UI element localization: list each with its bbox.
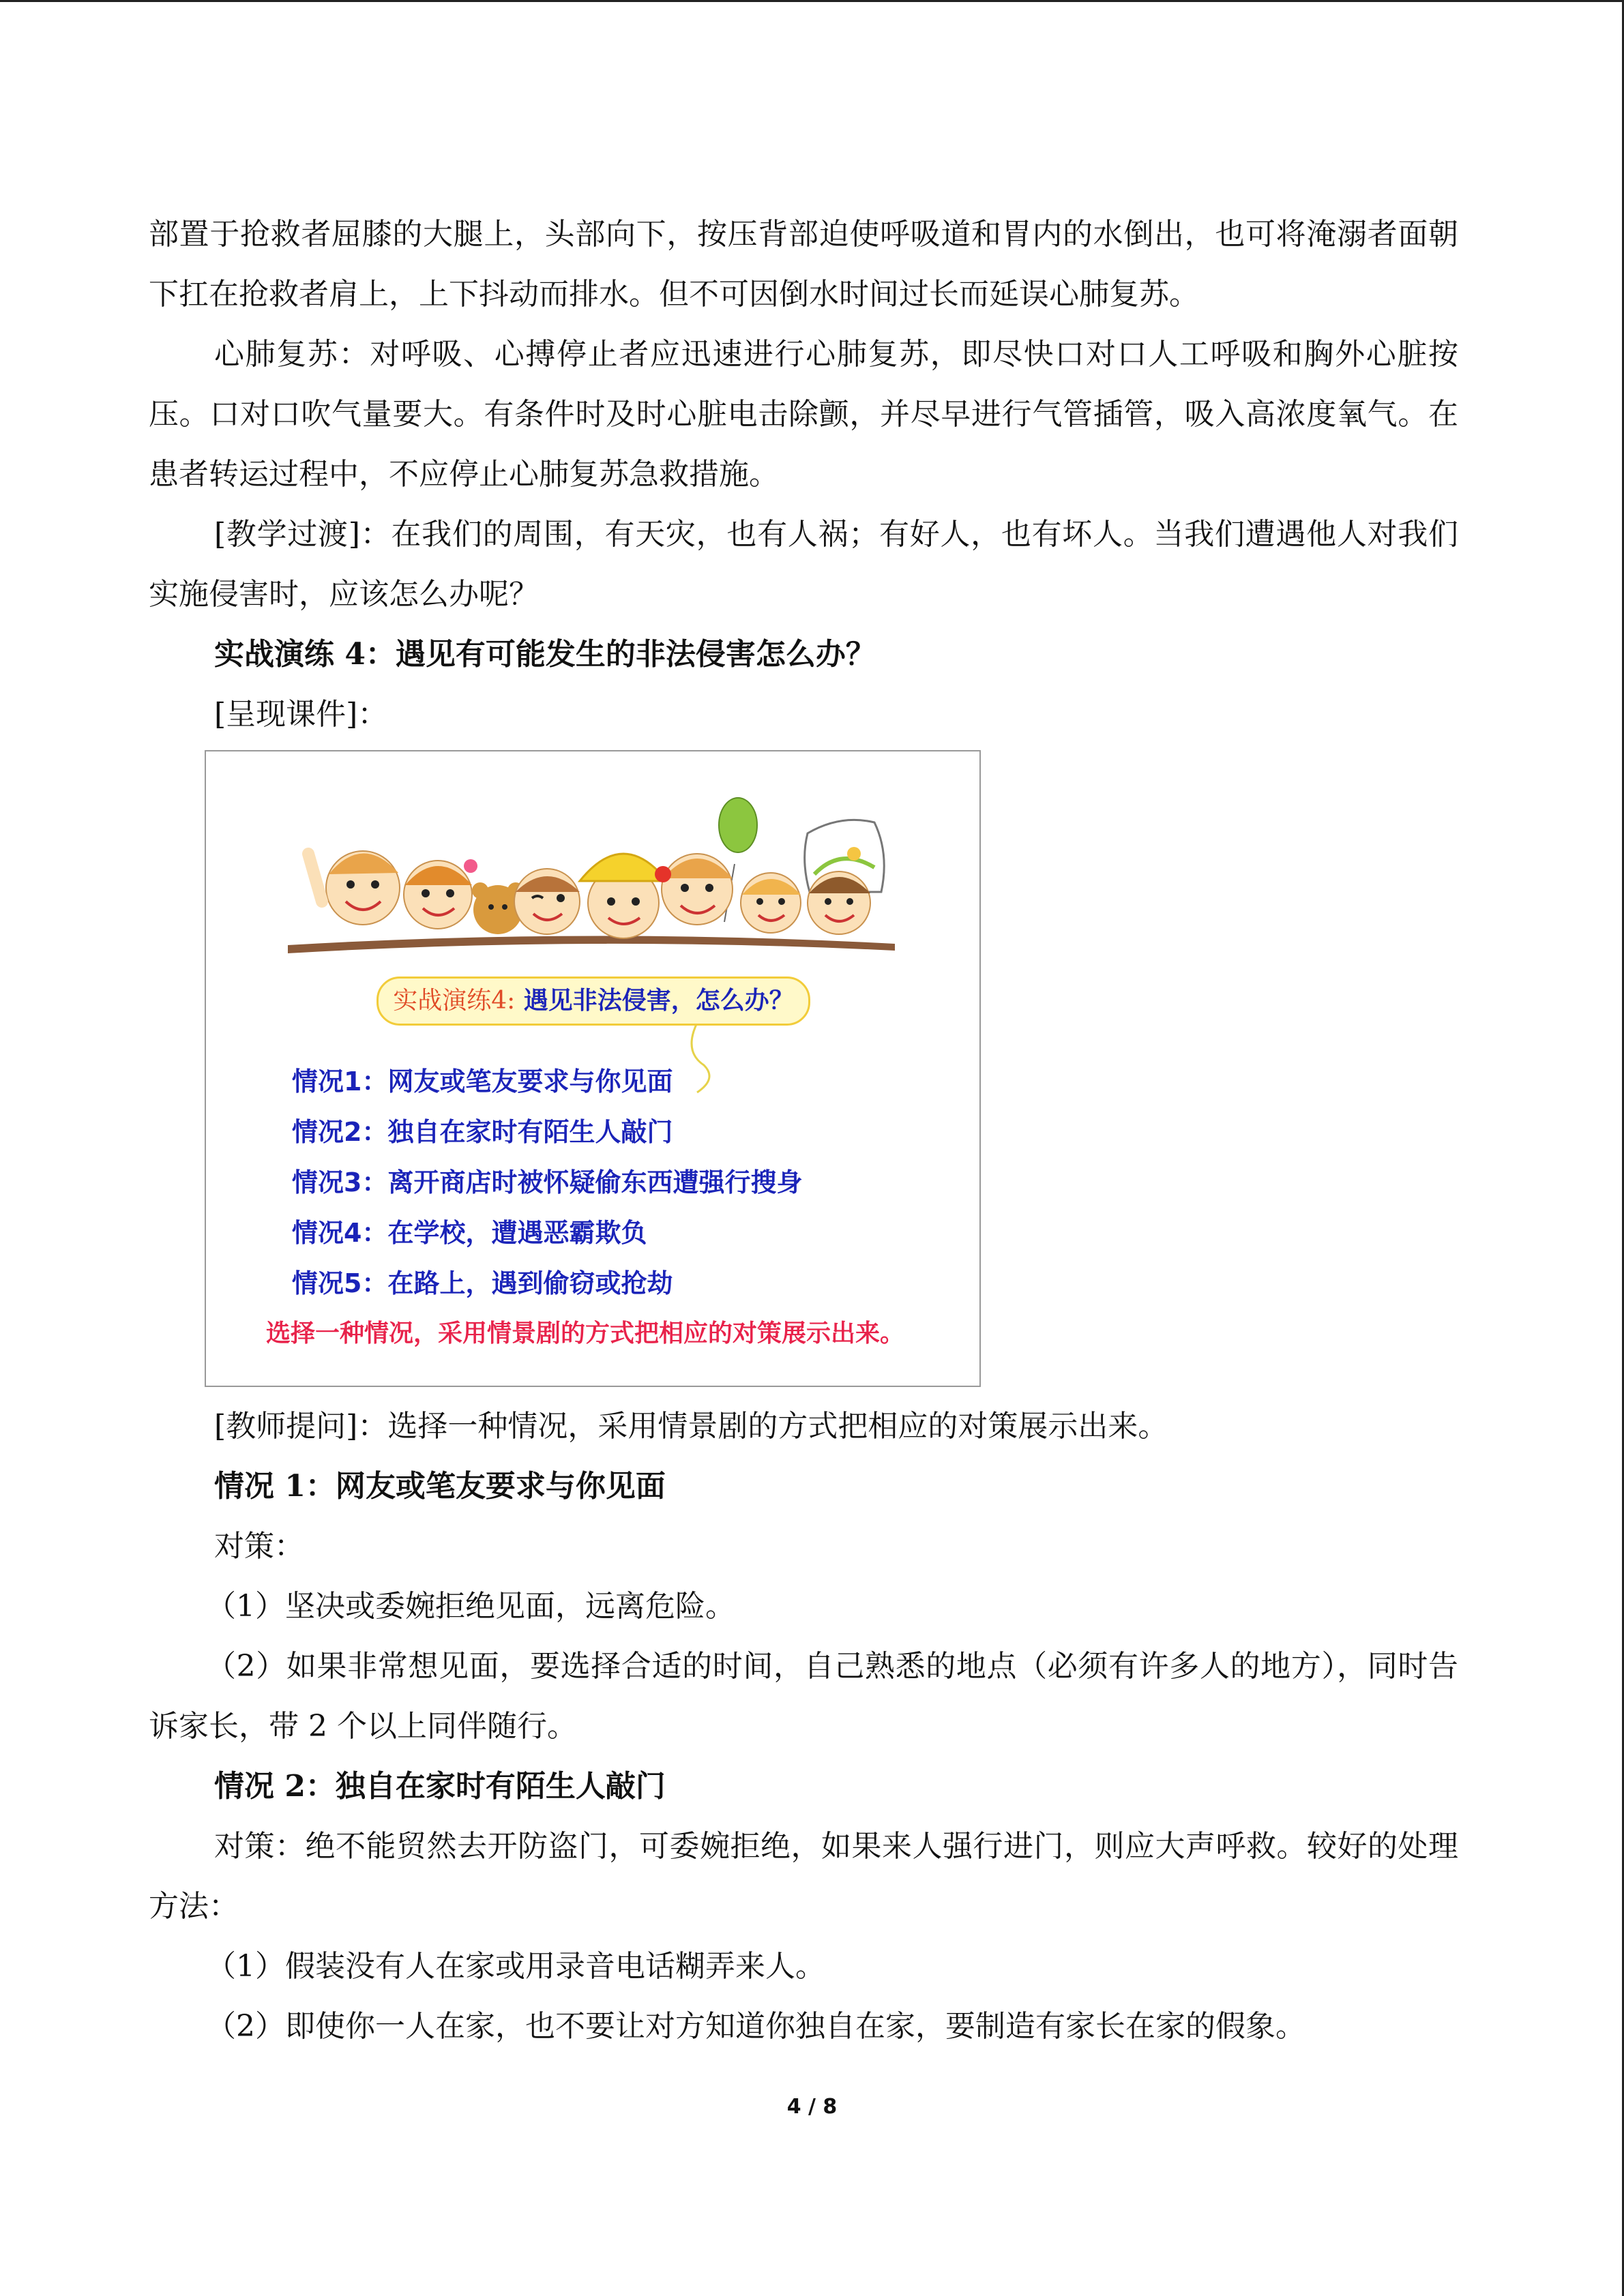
kid-face-5-icon	[655, 854, 733, 925]
paragraph-present-slides: [呈现课件]：	[214, 697, 388, 732]
heading-case-1: 情况 1：网友或笔友要求与你见面	[214, 1469, 666, 1504]
list-item-case1-2: （2）如果非常想见面，要选择合适的时间，自己熟悉的地点（必须有许多人的地方），同时告诉家长，带 2 个以上同伴随行。	[149, 1649, 1458, 1744]
kid-face-6-icon	[741, 873, 801, 933]
slide-case-2: 情况2：独自在家时有陌生人敲门	[292, 1117, 673, 1147]
slide-case-3: 情况3：离开商店时被怀疑偷东西遭强行搜身	[292, 1167, 803, 1197]
slide-instruction: 选择一种情况，采用情景剧的方式把相应的对策展示出来。	[266, 1320, 905, 1347]
slide-title	[377, 976, 810, 1026]
kid-face-2-icon	[404, 859, 477, 929]
balloon-icon	[719, 798, 757, 852]
document-body	[149, 205, 1458, 2057]
slide-image	[205, 750, 981, 1387]
slide-case-1: 情况1：网友或笔友要求与你见面	[292, 1067, 673, 1097]
slide-title-prefix: 实战演练4:	[393, 987, 516, 1015]
page-number: 4 / 8	[786, 2095, 838, 2119]
slide-title-question: 遇见非法侵害，怎么办？	[523, 987, 794, 1015]
heading-case-2: 情况 2：独自在家时有陌生人敲门	[214, 1769, 666, 1804]
wall-line	[288, 936, 895, 953]
paragraph-drowning-rescue: 部置于抢救者屈膝的大腿上，头部向下，按压背部迫使呼吸道和胃内的水倒出，也可将淹溺者面朝下扛在抢救者肩上，上下抖动而排水。但不可因倒水时间过长而延误心肺复苏。	[149, 217, 1458, 312]
paragraph-cpr: 心肺复苏：对呼吸、心搏停止者应迅速进行心肺复苏，即尽快口对口人工呼吸和胸外心脏按压。口对口吹气量要大。有条件时及时心脏电击除颤，并尽早进行气管插管，吸入高浓度氧气。在患者转运过程中，不应停止心肺复苏急救措施。	[149, 337, 1458, 492]
kid-face-7-icon	[808, 871, 870, 934]
kid-face-3-icon	[514, 869, 580, 934]
list-item-case1-1: （1）坚决或委婉拒绝见面，远离危险。	[206, 1589, 735, 1624]
paragraph-case2-countermeasure: 对策：绝不能贸然去开防盗门，可委婉拒绝，如果来人强行进门，则应大声呼救。较好的处理方法：	[149, 1829, 1458, 1924]
list-item-case2-1: （1）假装没有人在家或用录音电话糊弄来人。	[206, 1949, 825, 1984]
heading-exercise-4: 实战演练 4：遇见有可能发生的非法侵害怎么办？	[214, 637, 876, 672]
slide-case-5: 情况5：在路上，遇到偷窃或抢劫	[292, 1268, 673, 1298]
list-item-case2-2: （2）即使你一人在家，也不要让对方知道你独自在家，要制造有家长在家的假象。	[206, 2009, 1305, 2044]
paragraph-teaching-transition: [教学过渡]：在我们的周围，有天灾，也有人祸；有好人，也有坏人。当我们遭遇他人对我们实施侵害时，应该怎么办呢？	[149, 517, 1458, 612]
slide-case-4: 情况4：在学校，遭遇恶霸欺负	[292, 1218, 647, 1248]
paragraph-teacher-question: [教师提问]：选择一种情况，采用情景剧的方式把相应的对策展示出来。	[214, 1409, 1168, 1444]
page-top-border	[0, 0, 1624, 2]
kid-face-4-icon	[580, 854, 667, 938]
kid-face-1-icon	[308, 851, 400, 925]
paragraph-countermeasure-label: 对策：	[214, 1529, 304, 1564]
